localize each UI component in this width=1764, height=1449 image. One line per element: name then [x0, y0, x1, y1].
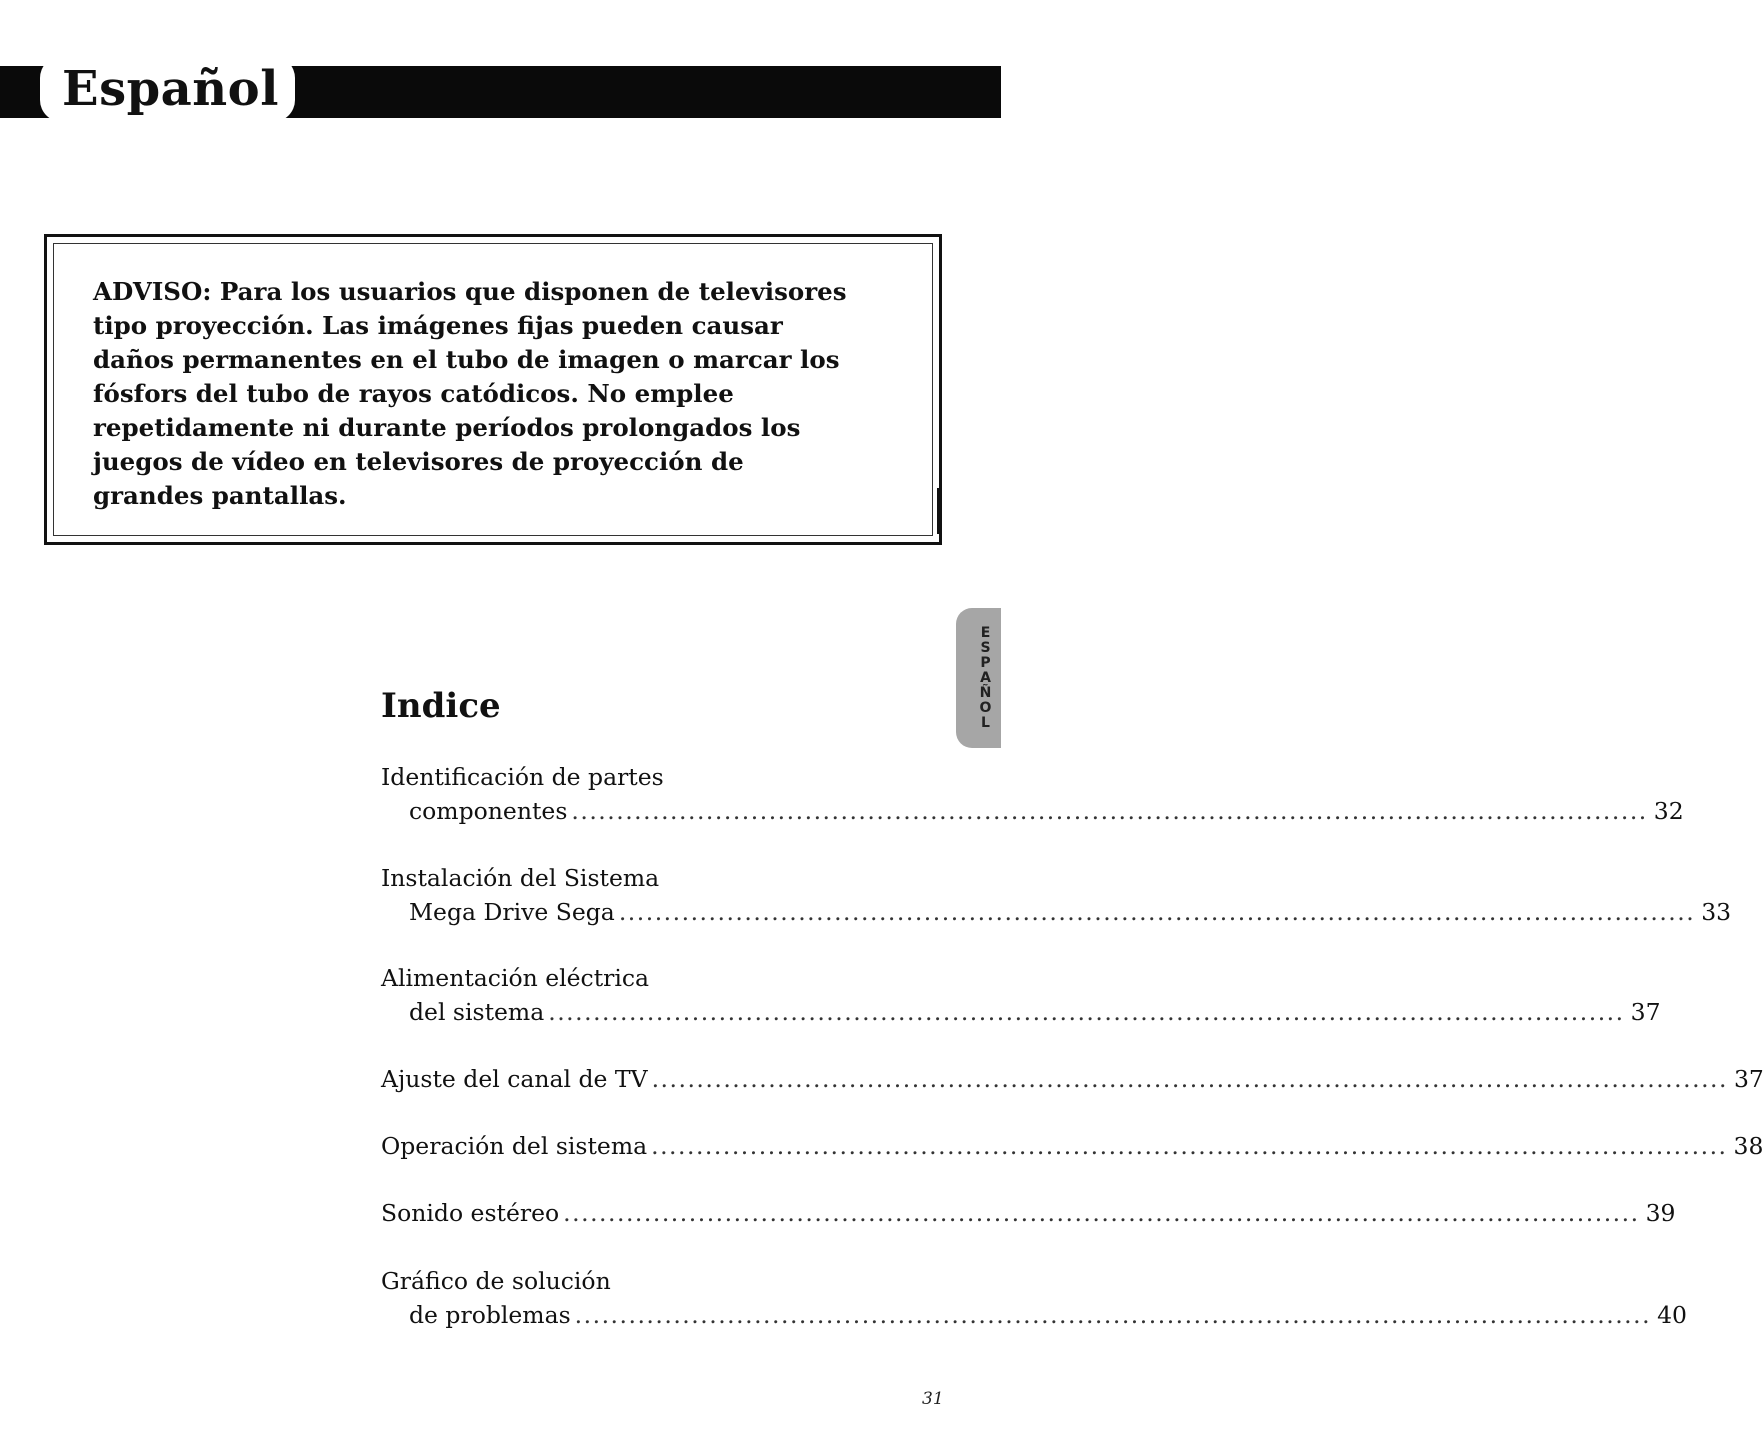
section-title: Español	[62, 61, 279, 117]
side-tab-letter: E	[980, 624, 991, 641]
toc-item-row	[381, 794, 1684, 828]
toc-item-row	[381, 895, 1732, 929]
margin-mark	[937, 488, 940, 534]
toc-item-title: Instalación del Sistema	[381, 864, 660, 892]
toc-item-row	[381, 995, 1661, 1029]
toc-item-title: Alimentación eléctrica	[381, 964, 650, 992]
toc-item[interactable]	[381, 1264, 1687, 1332]
toc-page-number: 39	[1645, 1199, 1676, 1227]
toc-page-number: 37	[1630, 998, 1661, 1026]
warning-box	[44, 234, 942, 545]
toc-item-row	[381, 1129, 1764, 1163]
side-tab-letter: Ñ	[979, 684, 992, 701]
toc-item-row	[381, 1298, 1687, 1332]
toc-leader-dots: ........................................................................................................................	[574, 1301, 1652, 1329]
warning-line: repetidamente ni durante períodos prolongados los	[93, 413, 801, 442]
warning-line: grandes pantallas.	[93, 481, 347, 510]
toc-leader-dots: ........................................................................................................................	[618, 898, 1696, 926]
toc-item[interactable]	[381, 1129, 1764, 1163]
side-tab-letter: S	[980, 639, 991, 656]
warning-line: fósfors del tubo de rayos catódicos. No emplee	[93, 379, 734, 408]
side-tab-letter: O	[979, 699, 992, 716]
warning-line: tipo proyección. Las imágenes fijas pueden causar	[93, 311, 783, 340]
toc-leader-dots: ........................................................................................................................	[563, 1199, 1640, 1227]
toc-leader-dots: ........................................................................................................................	[571, 797, 1648, 825]
index-title: Indice	[381, 686, 501, 726]
toc-item-title: Ajuste del canal de TV	[381, 1065, 648, 1093]
warning-text	[93, 275, 913, 513]
toc-page-number: 37	[1733, 1065, 1764, 1093]
section-title-label	[40, 56, 295, 122]
toc-item-title: Identificación de partes	[381, 763, 664, 791]
toc-item[interactable]	[381, 760, 1684, 828]
page-number: 31	[922, 1389, 944, 1409]
toc-item-title: Sonido estéreo	[381, 1199, 560, 1227]
toc-page-number: 32	[1653, 797, 1684, 825]
side-tab-letter: L	[981, 714, 990, 731]
toc-item[interactable]	[381, 1062, 1764, 1096]
toc-leader-dots: ........................................................................................................................	[651, 1132, 1728, 1160]
warning-line: daños permanentes en el tubo de imagen o marcar los	[93, 345, 840, 374]
toc-item[interactable]	[381, 861, 1732, 929]
warning-line: ADVISO: Para los usuarios que disponen de televisores	[93, 277, 847, 306]
toc-item-row	[381, 1196, 1676, 1230]
toc-page-number: 33	[1701, 898, 1732, 926]
toc-leader-dots: ........................................................................................................................	[651, 1065, 1728, 1093]
side-tab-letter: A	[980, 669, 991, 686]
toc-page-number: 38	[1733, 1132, 1764, 1160]
toc-item-subtitle: Mega Drive Sega	[409, 898, 615, 926]
toc-item-row	[381, 1062, 1764, 1096]
toc-item-title: Gráfico de solución	[381, 1267, 611, 1295]
warning-line: juegos de vídeo en televisores de proyección de	[93, 447, 744, 476]
toc-item[interactable]	[381, 1196, 1676, 1230]
side-tab-letter: P	[980, 654, 991, 671]
toc-item-title: Operación del sistema	[381, 1132, 648, 1160]
toc-page-number: 40	[1657, 1301, 1687, 1329]
toc-leader-dots: ........................................................................................................................	[548, 998, 1625, 1026]
toc-item-subtitle: componentes	[409, 797, 568, 825]
toc-item[interactable]	[381, 961, 1661, 1029]
language-side-tab	[956, 608, 1001, 748]
toc-item-subtitle: de problemas	[409, 1301, 571, 1329]
toc-item-subtitle: del sistema	[409, 998, 545, 1026]
